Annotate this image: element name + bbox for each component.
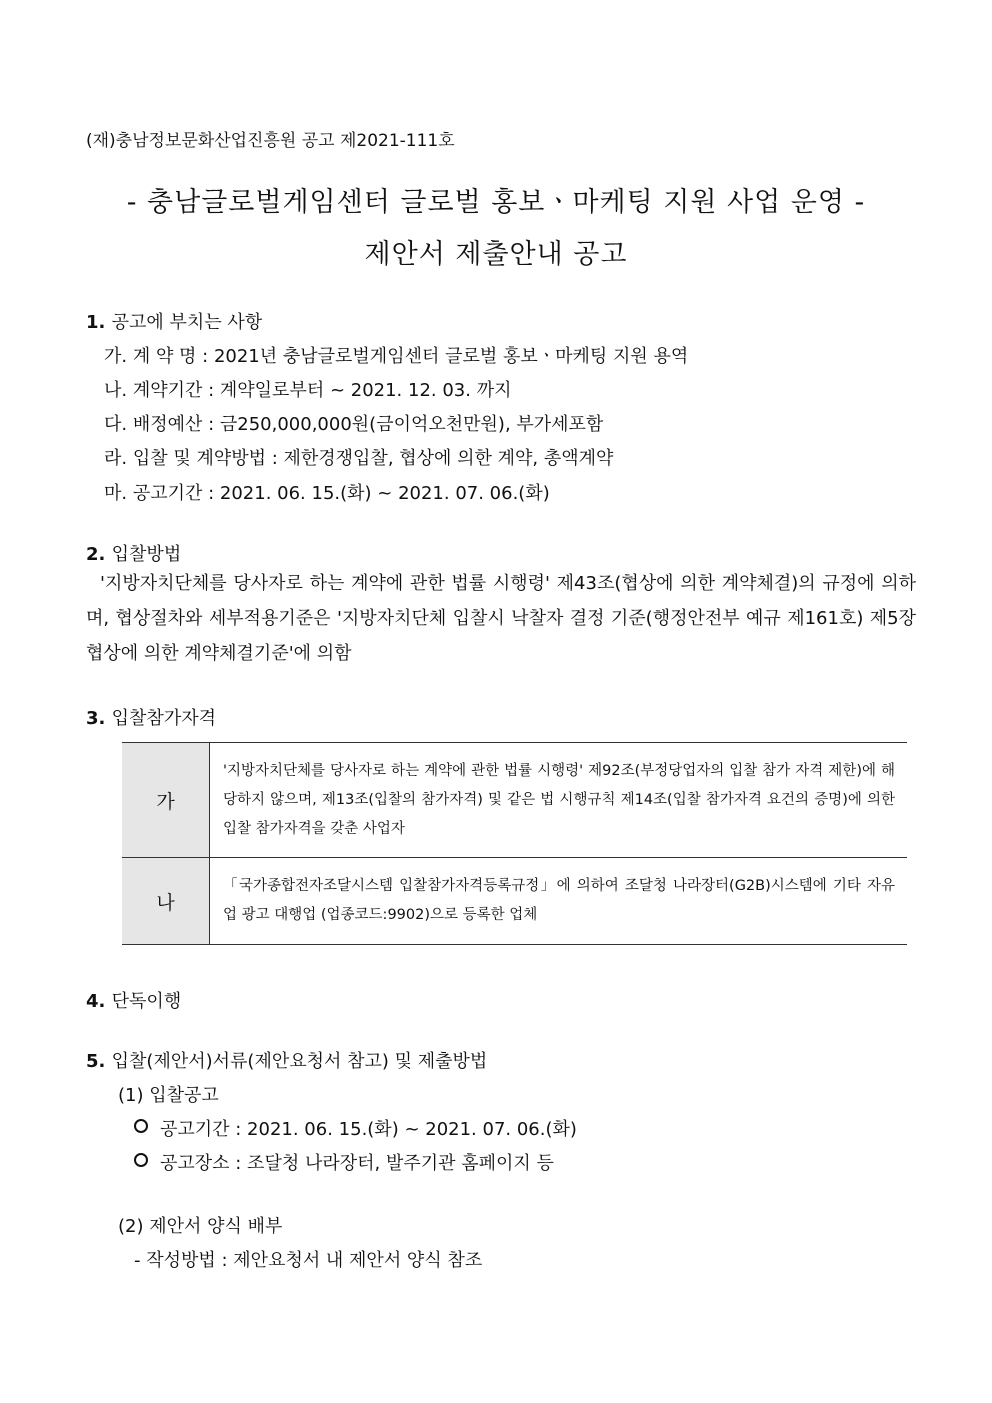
table-row: [122, 858, 907, 945]
section2-number: 2.: [86, 544, 106, 565]
row-description: 「국가종합전자조달시스템 입찰참가자격등록규정」에 의하여 조달청 나라장터(G2B)시스템에 기타 자유업 광고 대행업 (업종코드:9902)으로 등록한 업체: [223, 878, 895, 923]
row-label: 나: [122, 858, 210, 945]
section1-item: 가. 계 약 명 : 2021년 충남글로벌게임센터 글로벌 홍보ㆍ마케팅 지원 용역: [104, 346, 689, 367]
section1-item: 나. 계약기간 : 계약일로부터 ~ 2021. 12. 03. 까지: [104, 380, 512, 401]
section1-item: 다. 배정예산 : 금250,000,000원(금이억오천만원), 부가세포함: [104, 414, 604, 435]
bullet-item: [134, 1115, 577, 1141]
document-title-line2: 제안서 제출안내 공고: [364, 239, 628, 270]
section5-number: 5.: [86, 1051, 106, 1072]
section5-title: 입찰(제안서)서류(제안요청서 참고) 및 제출방법: [111, 1051, 488, 1072]
subsection-form-distribution: (2) 제안서 양식 배부: [118, 1216, 283, 1237]
section4-title: 단독이행: [111, 991, 182, 1012]
section2-title: 입찰방법: [111, 544, 182, 565]
row-label: 가: [122, 743, 210, 858]
section4-number: 4.: [86, 991, 106, 1012]
subsection-bid-notice: (1) 입찰공고: [118, 1085, 219, 1106]
section1-heading: [86, 308, 262, 334]
section3-heading: [86, 704, 216, 730]
bullet-item: [134, 1149, 554, 1175]
section4-heading: [86, 987, 181, 1013]
section2-body: '지방자치단체를 당사자로 하는 계약에 관한 법률 시행령' 제43조(협상에 의한 계약체결)의 규정에 의하며, 협상절차와 세부적용기준은 '지방자치단체 입찰시 낙찰자 결정 기준(행정안전부 예규 제161호) 제5장 협상에 의한 계약체결기준'에 의함: [86, 573, 916, 664]
section1-number: 1.: [86, 312, 106, 333]
section3-title: 입찰참가자격: [111, 708, 216, 729]
section2-heading: [86, 540, 181, 566]
document-title-line1: - 충남글로벌게임센터 글로벌 홍보ㆍ마케팅 지원 사업 운영 -: [126, 187, 866, 218]
section1-item: 마. 공고기간 : 2021. 06. 15.(화) ~ 2021. 07. 06.(화): [104, 483, 550, 504]
qualification-table: [122, 742, 907, 945]
bullet-text: 공고기간 : 2021. 06. 15.(화) ~ 2021. 07. 06.(화): [160, 1119, 577, 1140]
hollow-circle-icon: [134, 1153, 148, 1167]
section5-heading: [86, 1047, 487, 1073]
hollow-circle-icon: [134, 1119, 148, 1133]
bullet-text: 공고장소 : 조달청 나라장터, 발주기관 홈페이지 등: [160, 1153, 554, 1174]
row-description: '지방자치단체를 당사자로 하는 계약에 관한 법률 시행령' 제92조(부정당업자의 입찰 참가 자격 제한)에 해당하지 않으며, 제13조(입찰의 참가자격) 및 같은 법 시행규칙 제14조(입찰 참가자격 요건의 증명)에 의한 입찰 참가자격을 갖춘 사업자: [210, 743, 908, 858]
notice-number: (재)충남정보문화산업진흥원 공고 제2021-111호: [86, 131, 455, 151]
section1-title: 공고에 부치는 사항: [111, 312, 263, 333]
table-row: [122, 743, 907, 858]
section1-item: 라. 입찰 및 계약방법 : 제한경쟁입찰, 협상에 의한 계약, 총액계약: [104, 448, 614, 469]
section3-number: 3.: [86, 708, 106, 729]
dash-item: - 작성방법 : 제안요청서 내 제안서 양식 참조: [134, 1250, 483, 1271]
